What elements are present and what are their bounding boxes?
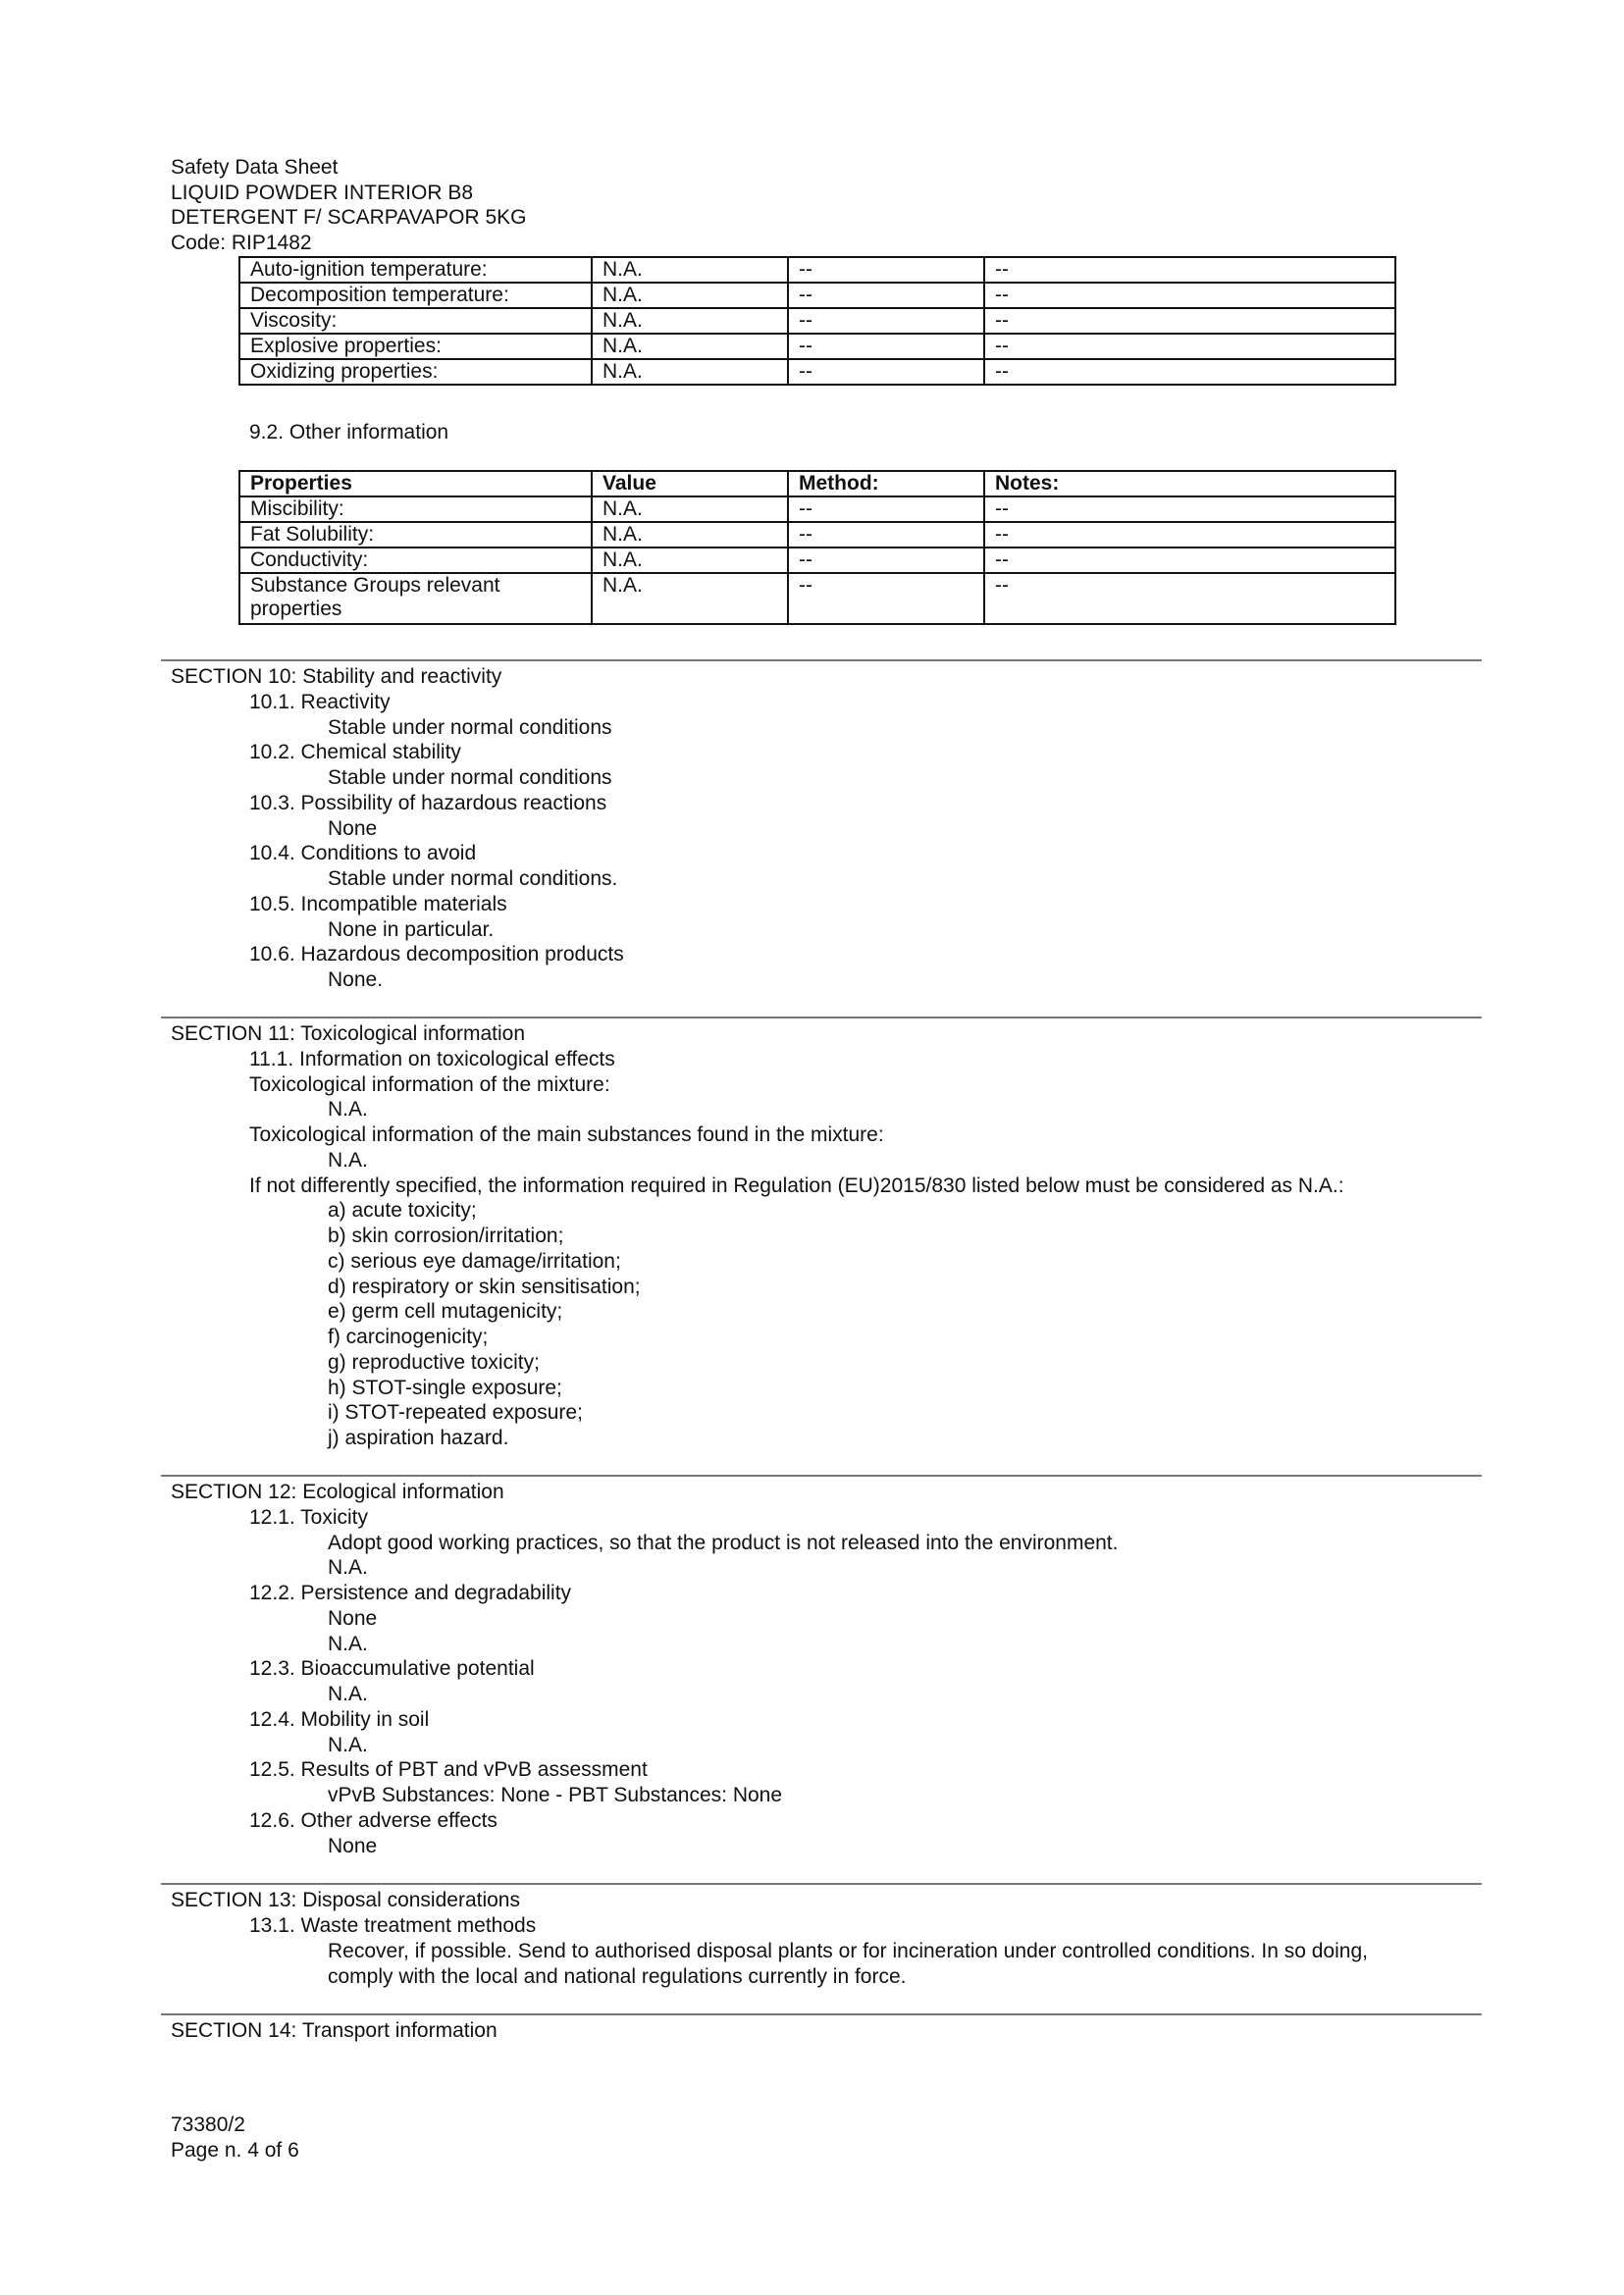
- table-cell: N.A.: [592, 573, 788, 624]
- list-item: e) germ cell mutagenicity;: [328, 1300, 563, 1323]
- column-header: Method:: [788, 471, 984, 496]
- list-item: f) carcinogenicity;: [328, 1326, 489, 1348]
- column-header: Notes:: [984, 471, 1395, 496]
- list-item: a) acute toxicity;: [328, 1199, 477, 1222]
- list-item: j) aspiration hazard.: [328, 1427, 509, 1449]
- page-number: Page n. 4 of 6: [171, 2138, 299, 2162]
- table-cell: N.A.: [592, 496, 788, 522]
- table-cell: N.A.: [592, 522, 788, 548]
- table-row: [239, 257, 1395, 283]
- table-cell: --: [788, 359, 984, 385]
- table-cell: N.A.: [592, 334, 788, 359]
- table-cell: --: [984, 496, 1395, 522]
- subsection-heading: 12.3. Bioaccumulative potential: [249, 1657, 535, 1680]
- subsection-heading: 10.2. Chemical stability: [249, 741, 461, 763]
- section-title: SECTION 12: Ecological information: [171, 1481, 504, 1503]
- table-cell: N.A.: [592, 283, 788, 308]
- subsection-text: Toxicological information of the mixture:: [249, 1073, 610, 1096]
- table-cell: Auto-ignition temperature:: [239, 257, 592, 283]
- table-cell: N.A.: [592, 308, 788, 334]
- subsection-text: comply with the local and national regulations currently in force.: [328, 1965, 907, 1988]
- table-cell: --: [984, 308, 1395, 334]
- list-item: i) STOT-repeated exposure;: [328, 1401, 583, 1424]
- table-cell: Viscosity:: [239, 308, 592, 334]
- table-cell: N.A.: [592, 257, 788, 283]
- subsection-text: Stable under normal conditions: [328, 766, 612, 789]
- table-row: [239, 308, 1395, 334]
- table-row: [239, 573, 1395, 624]
- column-header: Properties: [239, 471, 592, 496]
- section-divider: [161, 1475, 1482, 1477]
- subsection-text: None: [328, 1835, 378, 1857]
- product-name-line2: DETERGENT F/ SCARPAVAPOR 5KG: [171, 206, 527, 229]
- subsection-text: vPvB Substances: None - PBT Substances: None: [328, 1784, 783, 1806]
- subsection-heading: 12.1. Toxicity: [249, 1506, 369, 1529]
- section-divider: [161, 2013, 1482, 2015]
- subsection-heading: 12.4. Mobility in soil: [249, 1708, 430, 1731]
- list-item: b) skin corrosion/irritation;: [328, 1225, 564, 1247]
- table-cell: --: [984, 283, 1395, 308]
- table-row: [239, 334, 1395, 359]
- properties-table-continued: [238, 256, 1396, 386]
- subsection-text: Stable under normal conditions: [328, 716, 612, 739]
- table-cell: --: [984, 522, 1395, 548]
- table-cell: --: [788, 308, 984, 334]
- table-cell: Conductivity:: [239, 548, 592, 573]
- subsection-heading: 12.5. Results of PBT and vPvB assessment: [249, 1758, 648, 1781]
- subsection-text: N.A.: [328, 1734, 368, 1756]
- subsection-heading: 12.2. Persistence and degradability: [249, 1582, 572, 1604]
- table-row: [239, 283, 1395, 308]
- subsection-heading: 11.1. Information on toxicological effects: [249, 1048, 615, 1070]
- table-cell: --: [984, 548, 1395, 573]
- subsection-text: None: [328, 817, 378, 840]
- table-cell: N.A.: [592, 359, 788, 385]
- subsection-heading: 9.2. Other information: [249, 421, 449, 443]
- subsection-text: Adopt good working practices, so that the product is not released into the environment.: [328, 1532, 1119, 1554]
- other-information-table: [238, 470, 1396, 625]
- document-header: [171, 155, 527, 255]
- subsection-text: N.A.: [328, 1683, 368, 1705]
- section-divider: [161, 659, 1482, 661]
- table-cell: Fat Solubility:: [239, 522, 592, 548]
- subsection-heading: 13.1. Waste treatment methods: [249, 1914, 537, 1937]
- subsection-text: None in particular.: [328, 918, 495, 941]
- table-cell: --: [984, 359, 1395, 385]
- table-row: [239, 522, 1395, 548]
- subsection-text: If not differently specified, the information required in Regulation (EU)2015/830 listed below must be considered as N.A.:: [249, 1174, 1344, 1197]
- subsection-heading: 10.5. Incompatible materials: [249, 893, 507, 915]
- section-divider: [161, 1017, 1482, 1018]
- table-cell: Substance Groups relevant properties: [239, 573, 592, 624]
- subsection-text: N.A.: [328, 1556, 368, 1579]
- section-title: SECTION 14: Transport information: [171, 2019, 498, 2042]
- table-cell: Oxidizing properties:: [239, 359, 592, 385]
- doc-type: Safety Data Sheet: [171, 156, 339, 179]
- section-divider: [161, 1883, 1482, 1885]
- section-title: SECTION 13: Disposal considerations: [171, 1889, 520, 1911]
- table-cell: --: [788, 496, 984, 522]
- doc-number: 73380/2: [171, 2113, 245, 2136]
- table-cell: Decomposition temperature:: [239, 283, 592, 308]
- table-cell: --: [984, 573, 1395, 624]
- table-cell: --: [788, 522, 984, 548]
- subsection-text: Stable under normal conditions.: [328, 867, 618, 890]
- table-cell: --: [984, 257, 1395, 283]
- subsection-heading: 12.6. Other adverse effects: [249, 1809, 498, 1832]
- table-cell: --: [788, 257, 984, 283]
- subsection-text: None.: [328, 968, 384, 991]
- product-code: Code: RIP1482: [171, 231, 312, 254]
- table-cell: Miscibility:: [239, 496, 592, 522]
- list-item: c) serious eye damage/irritation;: [328, 1250, 621, 1273]
- table-cell: --: [788, 573, 984, 624]
- table-cell: --: [788, 283, 984, 308]
- subsection-heading: 10.4. Conditions to avoid: [249, 842, 477, 864]
- product-name-line1: LIQUID POWDER INTERIOR B8: [171, 181, 474, 204]
- subsection-text: N.A.: [328, 1098, 368, 1121]
- subsection-text: None: [328, 1607, 378, 1630]
- subsection-heading: 10.1. Reactivity: [249, 691, 391, 713]
- subsection-heading: 10.3. Possibility of hazardous reactions: [249, 792, 607, 814]
- table-row: [239, 548, 1395, 573]
- subsection-text: Recover, if possible. Send to authorised disposal plants or for incineration under controlled conditions. In so doing,: [328, 1940, 1368, 1962]
- column-header: Value: [592, 471, 788, 496]
- section-title: SECTION 10: Stability and reactivity: [171, 665, 502, 688]
- subsection-text: N.A.: [328, 1149, 368, 1172]
- table-cell: --: [788, 334, 984, 359]
- subsection-text: Toxicological information of the main substances found in the mixture:: [249, 1123, 884, 1146]
- page-footer: [171, 2112, 299, 2163]
- section-title: SECTION 11: Toxicological information: [171, 1022, 526, 1045]
- subsection-heading: 10.6. Hazardous decomposition products: [249, 943, 624, 965]
- table-row: [239, 359, 1395, 385]
- list-item: h) STOT-single exposure;: [328, 1377, 562, 1399]
- table-cell: Explosive properties:: [239, 334, 592, 359]
- table-cell: N.A.: [592, 548, 788, 573]
- subsection-text: N.A.: [328, 1633, 368, 1655]
- list-item: g) reproductive toxicity;: [328, 1351, 540, 1374]
- table-header-row: [239, 471, 1395, 496]
- table-cell: --: [788, 548, 984, 573]
- list-item: d) respiratory or skin sensitisation;: [328, 1276, 641, 1298]
- table-row: [239, 496, 1395, 522]
- table-cell: --: [984, 334, 1395, 359]
